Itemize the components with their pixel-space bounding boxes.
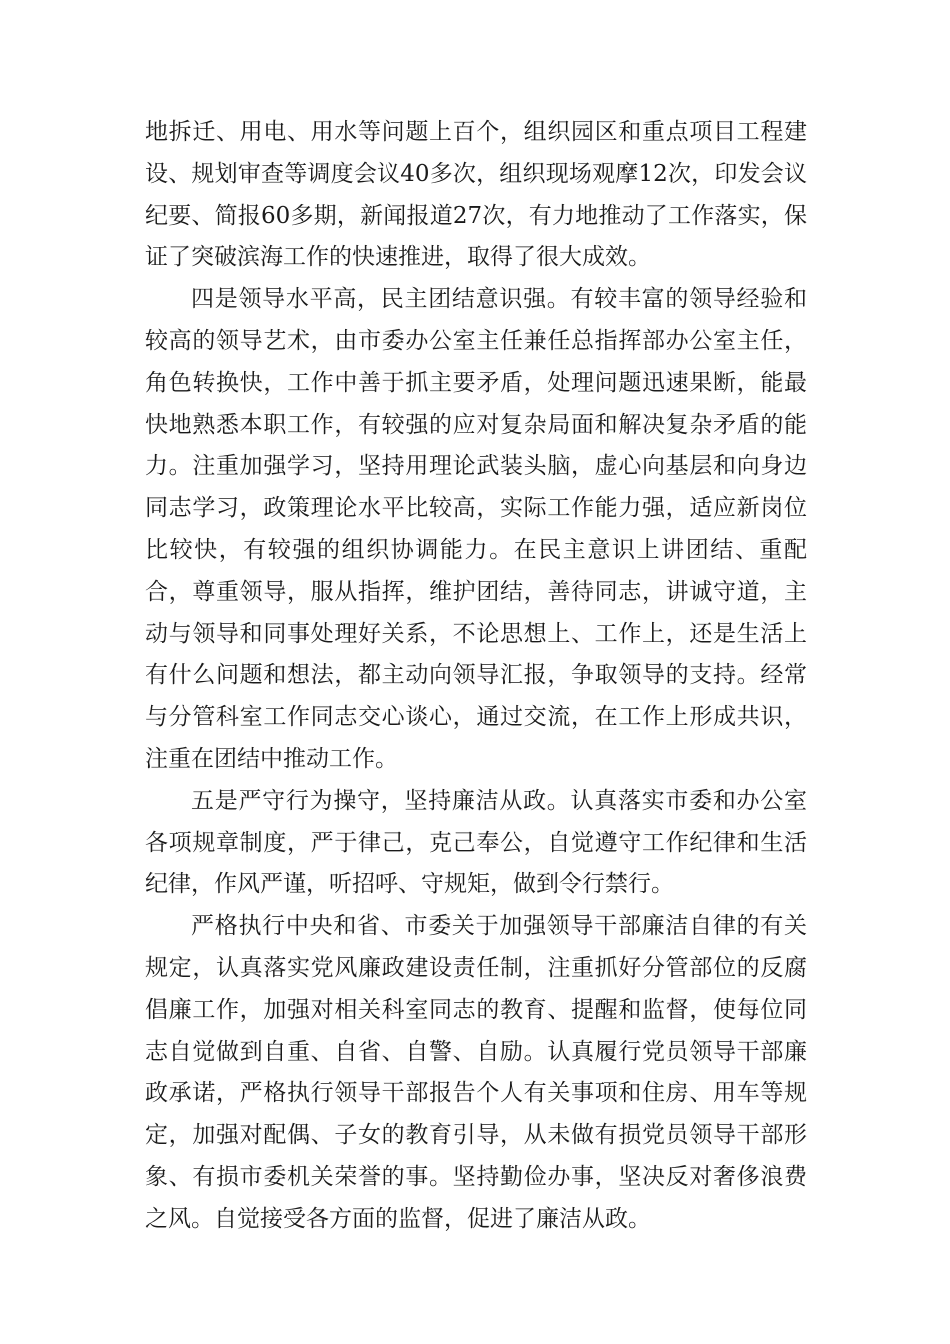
document-body	[145, 112, 807, 1241]
paragraph-leadership: 四是领导水平高，民主团结意识强。有较丰富的领导经验和较高的领导艺术，由市委办公室主任兼任总指挥部办公室主任，角色转换快，工作中善于抓主要矛盾，处理问题迅速果断，能最快地熟悉本职工作，有较强的应对复杂局面和解决复杂矛盾的能力。注重加强学习，坚持用理论武装头脑，虚心向基层和向身边同志学习，政策理论水平比较高，实际工作能力强，适应新岗位比较快，有较强的组织协调能力。在民主意识上讲团结、重配合，尊重领导，服从指挥，维护团结，善待同志，讲诚守道，主动与领导和同事处理好关系，不论思想上、工作上，还是生活上有什么问题和想法，都主动向领导汇报，争取领导的支持。经常与分管科室工作同志交心谈心，通过交流，在工作上形成共识，注重在团结中推动工作。	[145, 286, 807, 772]
paragraph-conduct: 五是严守行为操守，坚持廉洁从政。认真落实市委和办公室各项规章制度，严于律己，克己奉公，自觉遵守工作纪律和生活纪律，作风严谨，听招呼、守规矩，做到令行禁行。	[145, 787, 807, 898]
paragraph-continuation: 地拆迁、用电、用水等问题上百个，组织园区和重点项目工程建设、规划审查等调度会议40多次，组织现场观摩12次，印发会议纪要、简报60多期，新闻报道27次，有力地推动了工作落实，保证了突破滨海工作的快速推进，取得了很大成效。	[145, 119, 807, 271]
paragraph-integrity: 严格执行中央和省、市委关于加强领导干部廉洁自律的有关规定，认真落实党风廉政建设责任制，注重抓好分管部位的反腐倡廉工作，加强对相关科室同志的教育、提醒和监督，使每位同志自觉做到自重、自省、自警、自励。认真履行党员领导干部廉政承诺，严格执行领导干部报告个人有关事项和住房、用车等规定，加强对配偶、子女的教育引导，从未做有损党员领导干部形象、有损市委机关荣誉的事。坚持勤俭办事，坚决反对奢侈浪费之风。自觉接受各方面的监督，促进了廉洁从政。	[145, 913, 807, 1232]
